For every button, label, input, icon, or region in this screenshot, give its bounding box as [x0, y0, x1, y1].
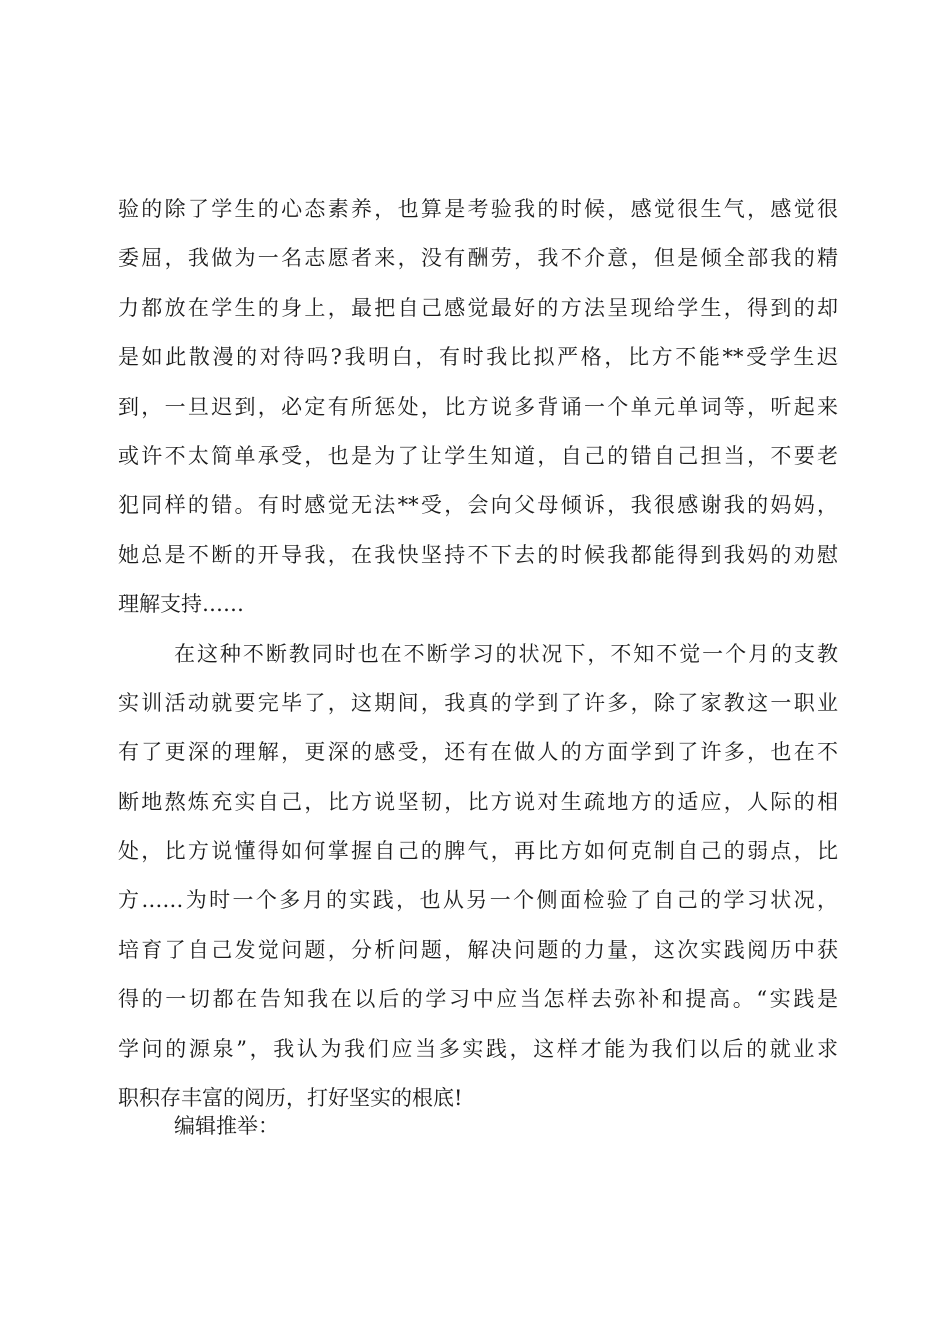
- paragraph-1-line: 力都放在学生的身上，最把自己感觉最好的方法呈现给学生，得到的却: [118, 295, 838, 320]
- paragraph-2-line: 学问的源泉”，我认为我们应当多实践，这样才能为我们以后的就业求: [118, 1036, 838, 1061]
- paragraph-1-line: 验的除了学生的心态素养，也算是考验我的时候，感觉很生气，感觉很: [118, 197, 838, 221]
- paragraph-1-line: 是如此散漫的对待吗?我明白，有时我比拟严格，比方不能**受学生迟: [118, 345, 838, 370]
- paragraph-2-line: 有了更深的理解，更深的感受，还有在做人的方面学到了许多，也在不: [118, 740, 838, 765]
- paragraph-1: [118, 185, 838, 630]
- paragraph-1-line: 她总是不断的开导我，在我快坚持不下去的时候我都能得到我妈的劝慰: [118, 542, 838, 567]
- editor-recommendation-label: 编辑推举：: [174, 1114, 279, 1138]
- paragraph-1-line: 到，一旦迟到，必定有所惩处，比方说多背诵一个单元单词等，听起来: [118, 394, 838, 419]
- paragraph-2-line: 职积存丰富的阅历，打好坚实的根底!: [118, 1086, 463, 1111]
- paragraph-1-line: 理解支持……: [118, 592, 244, 617]
- paragraph-2-line: 处，比方说懂得如何掌握自己的脾气，再比方如何克制自己的弱点，比: [118, 839, 838, 864]
- paragraph-2-line: 得的一切都在告知我在以后的学习中应当怎样去弥补和提高。“实践是: [118, 987, 838, 1012]
- paragraph-2-line: 培育了自己发觉问题，分析问题，解决问题的力量，这次实践阅历中获: [118, 937, 838, 962]
- body-text: [118, 185, 838, 1123]
- paragraph-1-line: 犯同样的错。有时感觉无法**受，会向父母倾诉，我很感谢我的妈妈，: [118, 493, 838, 518]
- paragraph-1-line: 委屈，我做为一名志愿者来，没有酬劳，我不介意，但是倾全部我的精: [118, 246, 838, 271]
- paragraph-2: [118, 630, 838, 1124]
- paragraph-2-line: 在这种不断教同时也在不断学习的状况下，不知不觉一个月的支教: [174, 641, 838, 666]
- paragraph-2-line: 实训活动就要完毕了，这期间，我真的学到了许多，除了家教这一职业: [118, 690, 838, 715]
- paragraph-2-line: 方……为时一个多月的实践，也从另一个侧面检验了自己的学习状况，: [118, 888, 838, 913]
- paragraph-2-line: 断地熬炼充实自己，比方说坚韧，比方说对生疏地方的适应，人际的相: [118, 789, 838, 814]
- paragraph-1-line: 或许不太简单承受，也是为了让学生知道，自己的错自己担当，不要老: [118, 443, 838, 468]
